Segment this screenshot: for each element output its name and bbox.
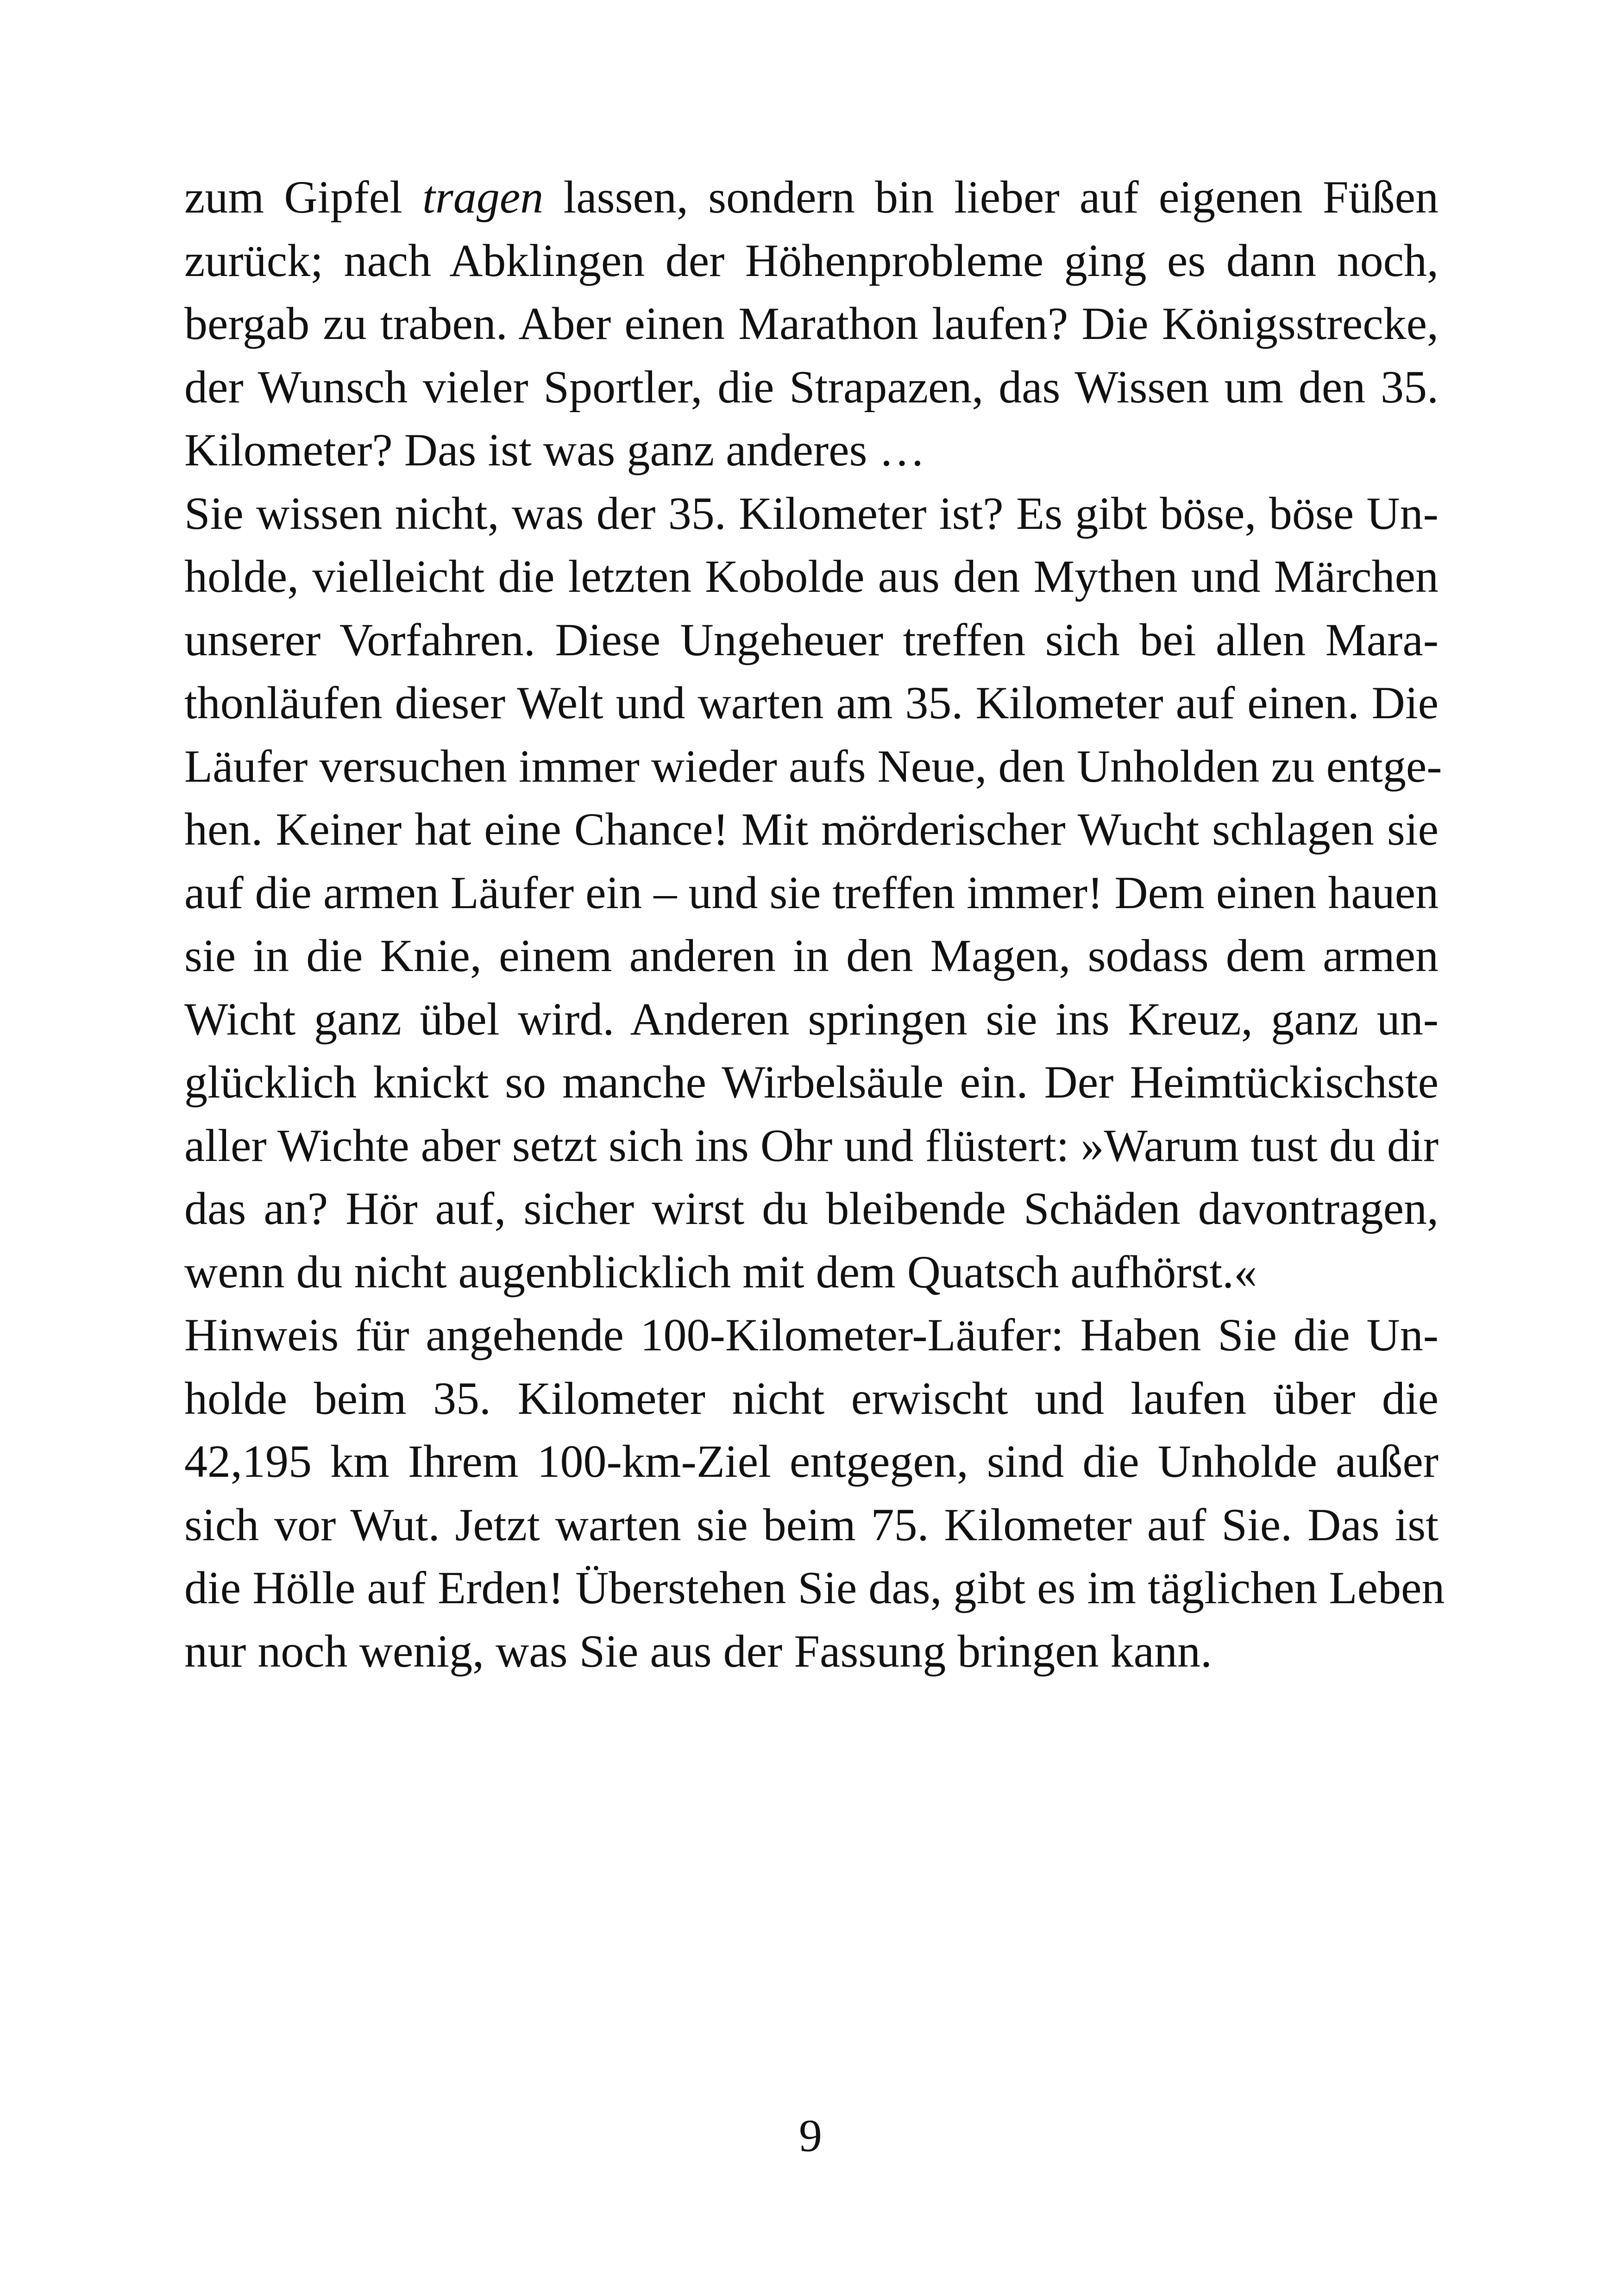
text-line: Läufer versuchen immer wieder aufs Neue, den Unholden zu entge- [184,740,1442,792]
text-line: hen. Keiner hat eine Chance! Mit mörderischer Wucht schlagen sie [184,803,1439,855]
text-line: holde, vielleicht die letzten Kobolde aus den Mythen und Märchen [184,551,1439,602]
italic-emphasis: tragen [422,171,544,223]
body-text [184,166,1445,1683]
text-line: unserer Vorfahren. Diese Ungeheuer treffen sich bei allen Mara- [184,614,1439,665]
text-line: der Wunsch vieler Sportler, die Strapazen, das Wissen um den 35. [184,361,1439,413]
text-line: auf die armen Läufer ein – und sie treffen immer! Dem einen hauen [184,866,1439,918]
text-line: sie in die Knie, einem anderen in den Magen, sodass dem armen [184,930,1439,981]
text-line: sich vor Wut. Jetzt warten sie beim 75. Kilometer auf Sie. Das ist [184,1499,1439,1550]
text-line: nur noch wenig, was Sie aus der Fassung bringen kann. [184,1625,1213,1677]
page-number: 9 [799,2110,822,2161]
text-line: holde beim 35. Kilometer nicht erwischt und laufen über die [184,1372,1439,1424]
text-line: zum Gipfel tragen lassen, sondern bin lieber auf eigenen Füßen [184,171,1439,223]
text-line: aller Wichte aber setzt sich ins Ohr und flüstert: »Warum tust du dir [184,1119,1439,1171]
text-line: das an? Hör auf, sicher wirst du bleibende Schäden davontragen, [184,1183,1439,1234]
text-line: Hinweis für angehende 100-Kilometer-Läufer: Haben Sie die Un- [184,1309,1439,1361]
text-line: Wicht ganz übel wird. Anderen springen sie ins Kreuz, ganz un- [184,993,1439,1045]
text-line: bergab zu traben. Aber einen Marathon laufen? Die Königsstrecke, [184,298,1439,349]
text-line: 42,195 km Ihrem 100-km-Ziel entgegen, sind die Unholde außer [184,1436,1439,1487]
text-line: wenn du nicht augenblicklich mit dem Quatsch aufhörst.« [184,1246,1257,1298]
text-line: Sie wissen nicht, was der 35. Kilometer ist? Es gibt böse, böse Un- [184,487,1439,539]
text-line: Kilometer? Das ist was ganz anderes … [184,424,925,476]
text-line: thonläufen dieser Welt und warten am 35. Kilometer auf einen. Die [184,677,1439,728]
text-line: zurück; nach Abklingen der Höhenprobleme ging es dann noch, [184,234,1439,286]
text-line: die Hölle auf Erden! Überstehen Sie das, gibt es im täglichen Leben [184,1562,1445,1613]
text-line: glücklich knickt so manche Wirbelsäule ein. Der Heimtückischste [184,1056,1439,1108]
